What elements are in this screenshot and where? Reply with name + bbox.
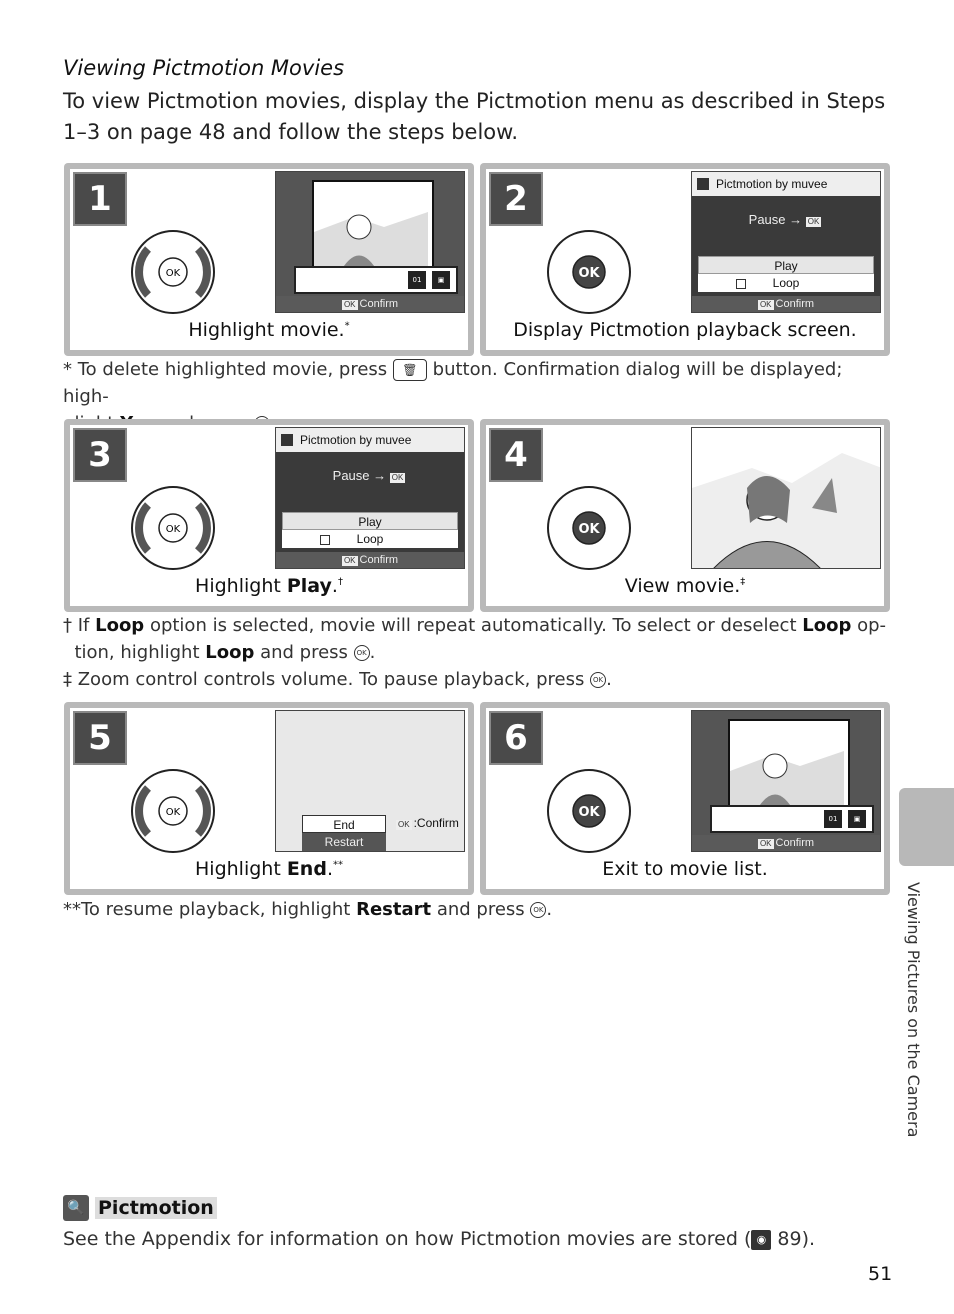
footnote-dagger: † If Loop option is selected, movie will repeat automatically. To select or deselect Loop op- tion, highlight Loop and press OK . [63,615,887,663]
svg-text:OK: OK [578,805,600,820]
camera-screen [275,710,465,852]
step-caption: Highlight End.** [195,858,343,880]
step-number: 2 [489,172,543,226]
tip-body: See the Appendix for information on how Pictmotion movies are stored ( ◉ 89). [63,1228,816,1250]
ok-button-icon: OK [530,902,546,918]
footnote-star: * To delete highlighted movie, press 🗑 button. Confirmation dialog will be displayed; high- [63,356,893,437]
confirm-label: Confirm [359,298,399,310]
step-4-panel [480,419,890,612]
multi-selector-icon [130,229,216,315]
menu-title: Pictmotion by muvee [276,428,464,452]
svg-text:OK: OK [165,524,181,535]
step-caption: Display Pictmotion playback screen. [513,319,857,341]
camera-screen [275,171,465,313]
menu-option-restart[interactable]: Restart [302,833,386,851]
step-caption: Highlight movie.* [188,319,350,341]
svg-text:OK: OK [578,522,600,537]
multi-selector-icon [546,768,632,854]
confirm-bar: OK Confirm [692,296,880,312]
svg-text:OK: OK [165,807,181,818]
step-number: 3 [73,428,127,482]
menu-option-play[interactable]: Play [282,512,458,530]
pictmotion-icon [281,434,293,446]
step-number: 6 [489,711,543,765]
step-3-panel [64,419,474,612]
multi-selector-icon [546,229,632,315]
section-heading: Viewing Pictmotion Movies [63,56,345,80]
menu-option-loop[interactable]: Loop [698,274,874,292]
chapter-label: Viewing Pictures on the Camera [904,882,923,1138]
page-number: 51 [868,1263,893,1285]
confirm-bar [276,296,464,312]
menu-option-end[interactable]: End [302,815,386,833]
svg-text:OK: OK [165,268,181,279]
ok-button-icon: OK [354,645,370,661]
movie-thumbnail [312,180,434,280]
loop-checkbox[interactable] [736,279,746,289]
footnote-double-dagger: ‡ Zoom control controls volume. To pause playback, press OK . [63,669,612,690]
loop-checkbox[interactable] [320,535,330,545]
step-1-panel [64,163,474,356]
multi-selector-icon [130,485,216,571]
movie-frame-icon: ▣ [848,810,866,828]
camera-screen [691,710,881,852]
film-frame: 01 [408,271,426,289]
movie-thumbnail [728,719,850,819]
step-2-panel [480,163,890,356]
pause-label: Pause → OK [332,468,404,483]
intro-paragraph: To view Pictmotion movies, display the Pictmotion menu as described in Steps 1–3 on page 48 and follow the steps below. [63,89,886,144]
chapter-tab [899,788,954,866]
film-frame: 01 [824,810,842,828]
movie-playback-screen [691,427,881,569]
multi-selector-icon [546,485,632,571]
movie-frame-icon: ▣ [432,271,450,289]
trash-button-icon: 🗑 [393,359,427,381]
ok-label: OK [343,300,356,309]
step-number: 1 [73,172,127,226]
step-number: 5 [73,711,127,765]
camera-screen [275,427,465,569]
footnote-double-star: **To resume playback, highlight Restart and press OK . [63,899,553,920]
multi-selector-icon [130,768,216,854]
confirm-bar: OK Confirm [692,835,880,851]
svg-text:OK: OK [578,266,600,281]
page-reference-icon: ◉ [751,1230,771,1250]
menu-option-loop[interactable]: Loop [282,530,458,548]
step-5-panel [64,702,474,895]
ok-confirm-hint: OK :Confirm [398,816,459,830]
confirm-bar: OK Confirm [276,552,464,568]
tip-heading: 🔍 Pictmotion [63,1195,217,1221]
ok-button-icon: OK [590,672,606,688]
step-caption: Exit to movie list. [602,858,768,880]
menu-option-play[interactable]: Play [698,256,874,274]
tip-magnifier-icon: 🔍 [63,1195,89,1221]
film-strip [710,805,874,833]
step-6-panel [480,702,890,895]
pause-label: Pause → OK [748,212,820,227]
pictmotion-icon [697,178,709,190]
menu-title: Pictmotion by muvee [692,172,880,196]
camera-screen [691,171,881,313]
step-number: 4 [489,428,543,482]
film-strip [294,266,458,294]
step-caption: Highlight Play.† [195,575,343,597]
step-caption: View movie.‡ [624,575,746,597]
